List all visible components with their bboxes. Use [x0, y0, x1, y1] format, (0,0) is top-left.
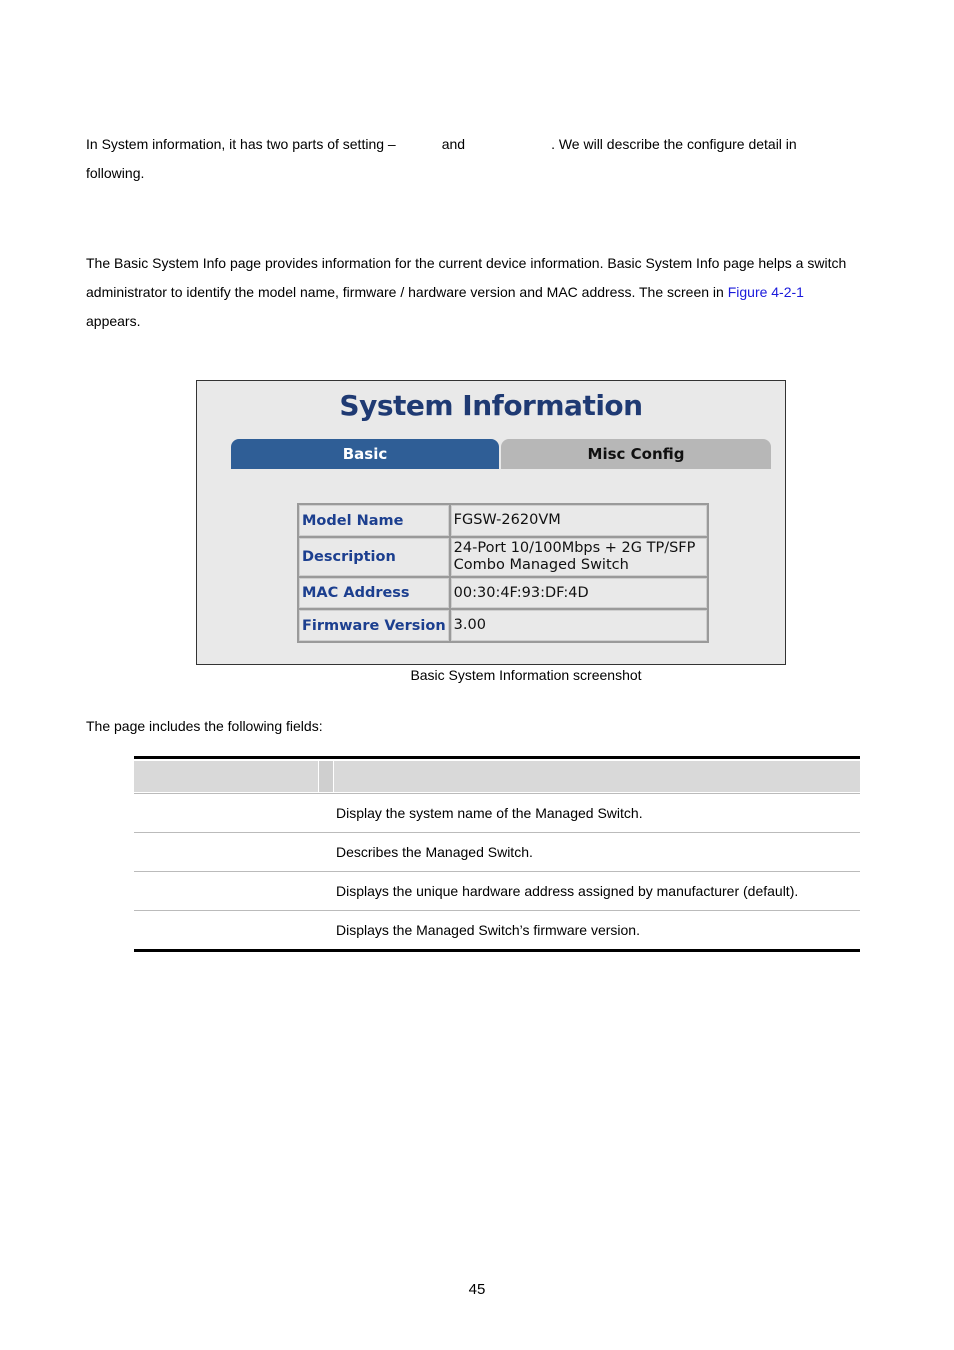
table-row — [299, 538, 707, 576]
tab-misc-config[interactable]: Misc Config — [501, 439, 771, 469]
description-value-line-1: 24-Port 10/100Mbps + 2G TP/SFP — [453, 540, 696, 556]
figure-caption: Basic System Information screenshot — [410, 667, 642, 683]
table-row — [299, 505, 707, 536]
description-cell: Display the system name of the Managed Switch. — [336, 805, 643, 821]
mac-address-value: 00:30:4F:93:DF:4D — [451, 578, 707, 608]
intro-text-3: . We will describe the configure detail in — [551, 136, 797, 152]
model-name-label: Model Name — [299, 505, 449, 536]
screenshot-title: System Information — [339, 389, 643, 422]
header-cell-object — [134, 761, 318, 792]
fields-table-header — [134, 759, 860, 793]
mac-address-label: MAC Address — [299, 578, 449, 608]
firmware-version-value: 3.00 — [451, 610, 707, 641]
table-row — [134, 910, 860, 949]
model-name-value: FGSW-2620VM — [451, 505, 707, 536]
object-cell — [134, 833, 318, 871]
table-row — [299, 578, 707, 608]
table-row — [134, 871, 860, 910]
tab-basic[interactable]: Basic — [231, 439, 499, 469]
header-cell-separator — [318, 761, 334, 792]
table-row — [299, 610, 707, 641]
description-cell: Displays the Managed Switch’s firmware version. — [336, 922, 640, 938]
intro-text-1: In System information, it has two parts of setting – — [86, 136, 396, 152]
description-label: Description — [299, 538, 449, 576]
description-paragraph — [86, 249, 876, 336]
description-text-end: appears. — [86, 313, 141, 329]
page-number: 45 — [468, 1281, 486, 1298]
table-row — [134, 793, 860, 832]
system-info-table — [297, 503, 709, 643]
header-cell-description — [334, 761, 860, 792]
description-value-line-2: Combo Managed Switch — [453, 557, 629, 573]
description-cell: Displays the unique hardware address assigned by manufacturer (default). — [336, 883, 799, 899]
firmware-version-label: Firmware Version — [299, 610, 449, 641]
intro-text-4: following. — [86, 165, 145, 181]
intro-paragraph — [86, 130, 876, 188]
system-information-screenshot — [196, 380, 786, 665]
description-cell: Describes the Managed Switch. — [336, 844, 533, 860]
fields-table — [134, 756, 860, 952]
object-cell — [134, 794, 318, 832]
intro-text-2: and — [441, 136, 466, 152]
description-text: The Basic System Info page provides information for the current device information. Basic System Info page helps a switch administrator to identify the model name, firmware / hardware version and MAC address. The screen in — [86, 255, 847, 300]
object-cell — [134, 911, 318, 949]
description-value — [451, 538, 707, 576]
fields-intro: The page includes the following fields: — [86, 718, 323, 734]
table-row — [134, 832, 860, 871]
figure-link[interactable]: Figure 4-2-1 — [727, 284, 804, 300]
table-bottom-rule — [134, 949, 860, 952]
object-cell — [134, 872, 318, 910]
